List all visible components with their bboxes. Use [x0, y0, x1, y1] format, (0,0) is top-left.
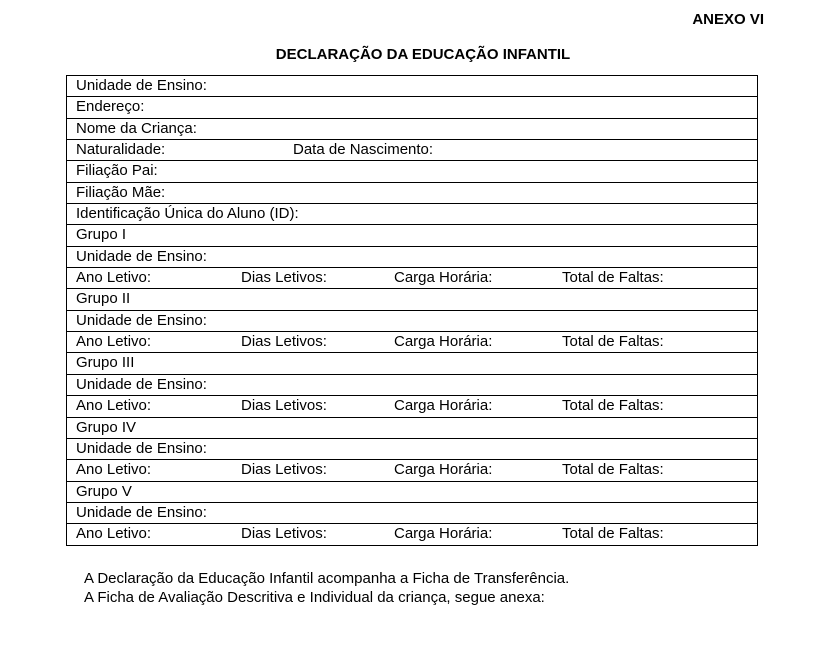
- group-1-faltas-label: Total de Faltas:: [562, 269, 664, 287]
- label-unidade-ensino: Unidade de Ensino:: [76, 77, 207, 94]
- group-1-name: Grupo I: [76, 226, 127, 244]
- annex-label: ANEXO VI: [692, 11, 764, 28]
- declaration-form: [66, 75, 758, 546]
- group-5-ano-label: Ano Letivo:: [76, 525, 152, 543]
- group-5-carga-label: Carga Horária:: [394, 525, 493, 543]
- note-line-2: A Ficha de Avaliação Descritiva e Individual da criança, segue anexa:: [84, 589, 545, 606]
- row-grupo-2: [67, 289, 757, 310]
- group-3-faltas-label: Total de Faltas:: [562, 397, 664, 415]
- row-grupo-5-unidade: [67, 503, 757, 524]
- document-title: DECLARAÇÃO DA EDUCAÇÃO INFANTIL: [275, 46, 571, 63]
- group-4-unidade-label: Unidade de Ensino:: [76, 439, 207, 457]
- group-1-carga-label: Carga Horária:: [394, 269, 493, 287]
- group-4-carga-label: Carga Horária:: [394, 461, 493, 479]
- row-grupo-2-details: [67, 332, 757, 353]
- group-3-unidade-label: Unidade de Ensino:: [76, 375, 207, 393]
- group-2-carga-label: Carga Horária:: [394, 333, 493, 351]
- label-data-nascimento: Data de Nascimento:: [293, 141, 434, 159]
- note-line-1: A Declaração da Educação Infantil acompanha a Ficha de Transferência.: [84, 570, 570, 587]
- group-2-faltas-label: Total de Faltas:: [562, 333, 664, 351]
- label-nome-crianca: Nome da Criança:: [76, 119, 197, 137]
- group-3-name: Grupo III: [76, 354, 135, 372]
- group-2-ano-label: Ano Letivo:: [76, 333, 152, 351]
- row-naturalidade: [67, 140, 757, 161]
- row-unidade-ensino: [67, 76, 757, 97]
- label-filiacao-mae: Filiação Mãe:: [76, 183, 166, 201]
- row-grupo-3: [67, 353, 757, 374]
- label-identificacao: Identificação Única do Aluno (ID):: [76, 205, 299, 223]
- label-naturalidade: Naturalidade:: [76, 141, 166, 159]
- row-filiacao-pai: [67, 161, 757, 182]
- group-3-ano-label: Ano Letivo:: [76, 397, 152, 415]
- group-4-dias-label: Dias Letivos:: [241, 461, 327, 479]
- row-grupo-1: [67, 225, 757, 246]
- row-grupo-3-details: [67, 396, 757, 417]
- group-4-name: Grupo IV: [76, 418, 137, 436]
- row-grupo-4-details: [67, 460, 757, 481]
- row-filiacao-mae: [67, 183, 757, 204]
- group-5-name: Grupo V: [76, 482, 132, 500]
- group-3-dias-label: Dias Letivos:: [241, 397, 327, 415]
- row-nome-crianca: [67, 119, 757, 140]
- row-grupo-5: [67, 482, 757, 503]
- row-endereco: [67, 97, 757, 118]
- row-grupo-4-unidade: [67, 439, 757, 460]
- group-2-dias-label: Dias Letivos:: [241, 333, 327, 351]
- label-endereco: Endereço:: [76, 98, 145, 116]
- group-2-unidade-label: Unidade de Ensino:: [76, 311, 207, 329]
- group-4-faltas-label: Total de Faltas:: [562, 461, 664, 479]
- group-5-faltas-label: Total de Faltas:: [562, 525, 664, 543]
- group-1-unidade-label: Unidade de Ensino:: [76, 247, 207, 265]
- group-2-name: Grupo II: [76, 290, 131, 308]
- row-grupo-1-details: [67, 268, 757, 289]
- group-1-ano-label: Ano Letivo:: [76, 269, 152, 287]
- row-grupo-3-unidade: [67, 375, 757, 396]
- group-5-dias-label: Dias Letivos:: [241, 525, 327, 543]
- row-grupo-1-unidade: [67, 247, 757, 268]
- row-grupo-4: [67, 418, 757, 439]
- group-5-unidade-label: Unidade de Ensino:: [76, 503, 207, 521]
- group-4-ano-label: Ano Letivo:: [76, 461, 152, 479]
- row-grupo-5-details: [67, 524, 757, 545]
- footer-notes: [84, 569, 569, 607]
- row-grupo-2-unidade: [67, 311, 757, 332]
- label-filiacao-pai: Filiação Pai:: [76, 162, 158, 180]
- row-identificacao: [67, 204, 757, 225]
- group-1-dias-label: Dias Letivos:: [241, 269, 327, 287]
- group-3-carga-label: Carga Horária:: [394, 397, 493, 415]
